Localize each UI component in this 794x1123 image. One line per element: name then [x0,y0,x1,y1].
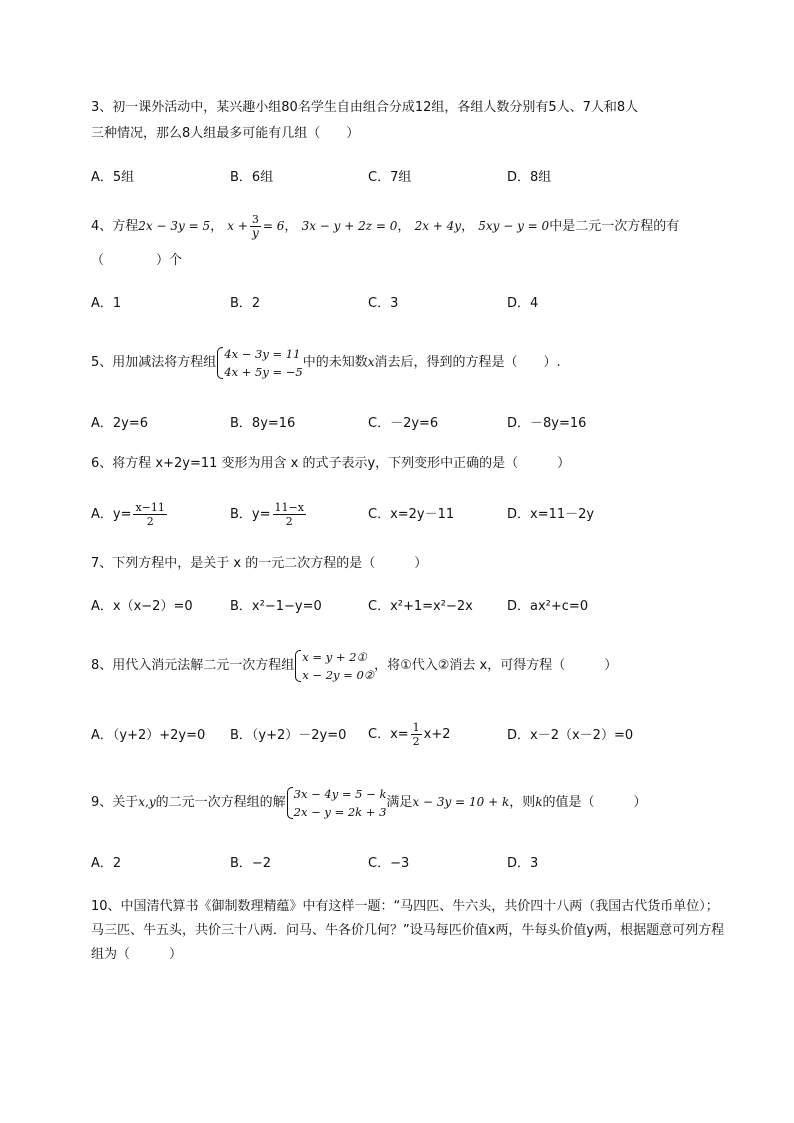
question-4-line-2: （ ）个 [91,253,183,268]
q8-option-b: B．（y+2）－2y=0 [230,728,347,743]
question-9: 9、关于x,y的二元一次方程组的解 3x − 4y = 5 − k 2x − y = 2k + 3 满足x − 3y = 10 + k，则k的值是（ ） [91,786,647,819]
q7-option-a: A．x（x−2）=0 [91,599,193,614]
q5-option-a: A．2y=6 [91,416,149,431]
q6-option-c: C．x=2y－11 [368,507,455,522]
question-3-line-1: 3、初一课外活动中，某兴趣小组80名学生自由组合分成12组，各组人数分别有5人、7人和8人 [91,100,639,115]
q8-option-c: C．x= $\frac{1}{2}$ x+2 [368,721,451,748]
q9-option-c: C．−3 [368,856,410,871]
q7-option-d: D．ax²+c=0 [507,599,589,614]
q4-fraction: $\frac{3}{y}$ [251,213,259,240]
question-5: 5、用加减法将方程组 4x − 3y = 11 4x + 5y = −5 中的未知数x消去后，得到的方程是（ ）. [91,346,561,379]
question-3-line-2: 三种情况，那么8人组最多可能有几组（ ） [91,126,360,141]
q5-equation-system: 4x − 3y = 11 4x + 5y = −5 [216,345,302,381]
question-6: 6、将方程 x+2y=11 变形为用含 x 的式子表示y，下列变形中正确的是（ ） [91,456,571,471]
question-7: 7、下列方程中，是关于 x 的一元二次方程的是（ ） [91,556,428,571]
q4-option-d: D．4 [507,296,539,311]
question-4-line-1: 4、方程2x − 3y = 5， x + $\frac{3}{y}$ = 6， 3x − y + 2z = 0， 2x + 4y， 5xy − y = 0中是二元一次方程的有 [91,213,680,240]
q3-option-d: D．8组 [507,170,552,185]
q9-option-b: B．−2 [230,856,272,871]
q3-option-b: B．6组 [230,170,274,185]
question-10: 10、中国清代算书《御制数理精蕴》中有这样一题：“马四匹、牛六头，共价四十八两（我国古代货币单位）；马三匹、牛五头，共价三十八两．问马、牛各价几何？”设马每匹价值x两，牛每头价值y两，根据题意可列方程组为（ ） [91,899,725,962]
q4-option-c: C．3 [368,296,399,311]
q8-option-d: D．x－2（x－2）=0 [507,728,634,743]
q3-option-c: C．7组 [368,170,412,185]
q6-option-d: D．x=11－2y [507,507,595,522]
q5-option-d: D．－8y=16 [507,416,587,431]
q4-option-b: B．2 [230,296,261,311]
q7-option-c: C．x²+1=x²−2x [368,599,473,614]
q5-option-c: C．－2y=6 [368,416,439,431]
q6-option-b: B．y= $\frac{11-x}{2}$ [230,501,304,528]
q9-equation-system: 3x − 4y = 5 − k 2x − y = 2k + 3 [286,785,387,821]
q9-option-a: A．2 [91,856,122,871]
q8-option-a: A．（y+2）+2y=0 [91,728,206,743]
q8-equation-system: x = y + 2① x − 2y = 0② [294,648,374,684]
q3-option-a: A．5组 [91,170,135,185]
q9-option-d: D．3 [507,856,539,871]
q4-option-a: A．1 [91,296,122,311]
q7-option-b: B．x²−1−y=0 [230,599,322,614]
q6-option-a: A．y= $\frac{x-11}{2}$ [91,501,165,528]
q5-option-b: B．8y=16 [230,416,296,431]
question-8: 8、用代入消元法解二元一次方程组 x = y + 2① x − 2y = 0② ，将①代入②消去 x，可得方程（ ） [91,649,618,682]
